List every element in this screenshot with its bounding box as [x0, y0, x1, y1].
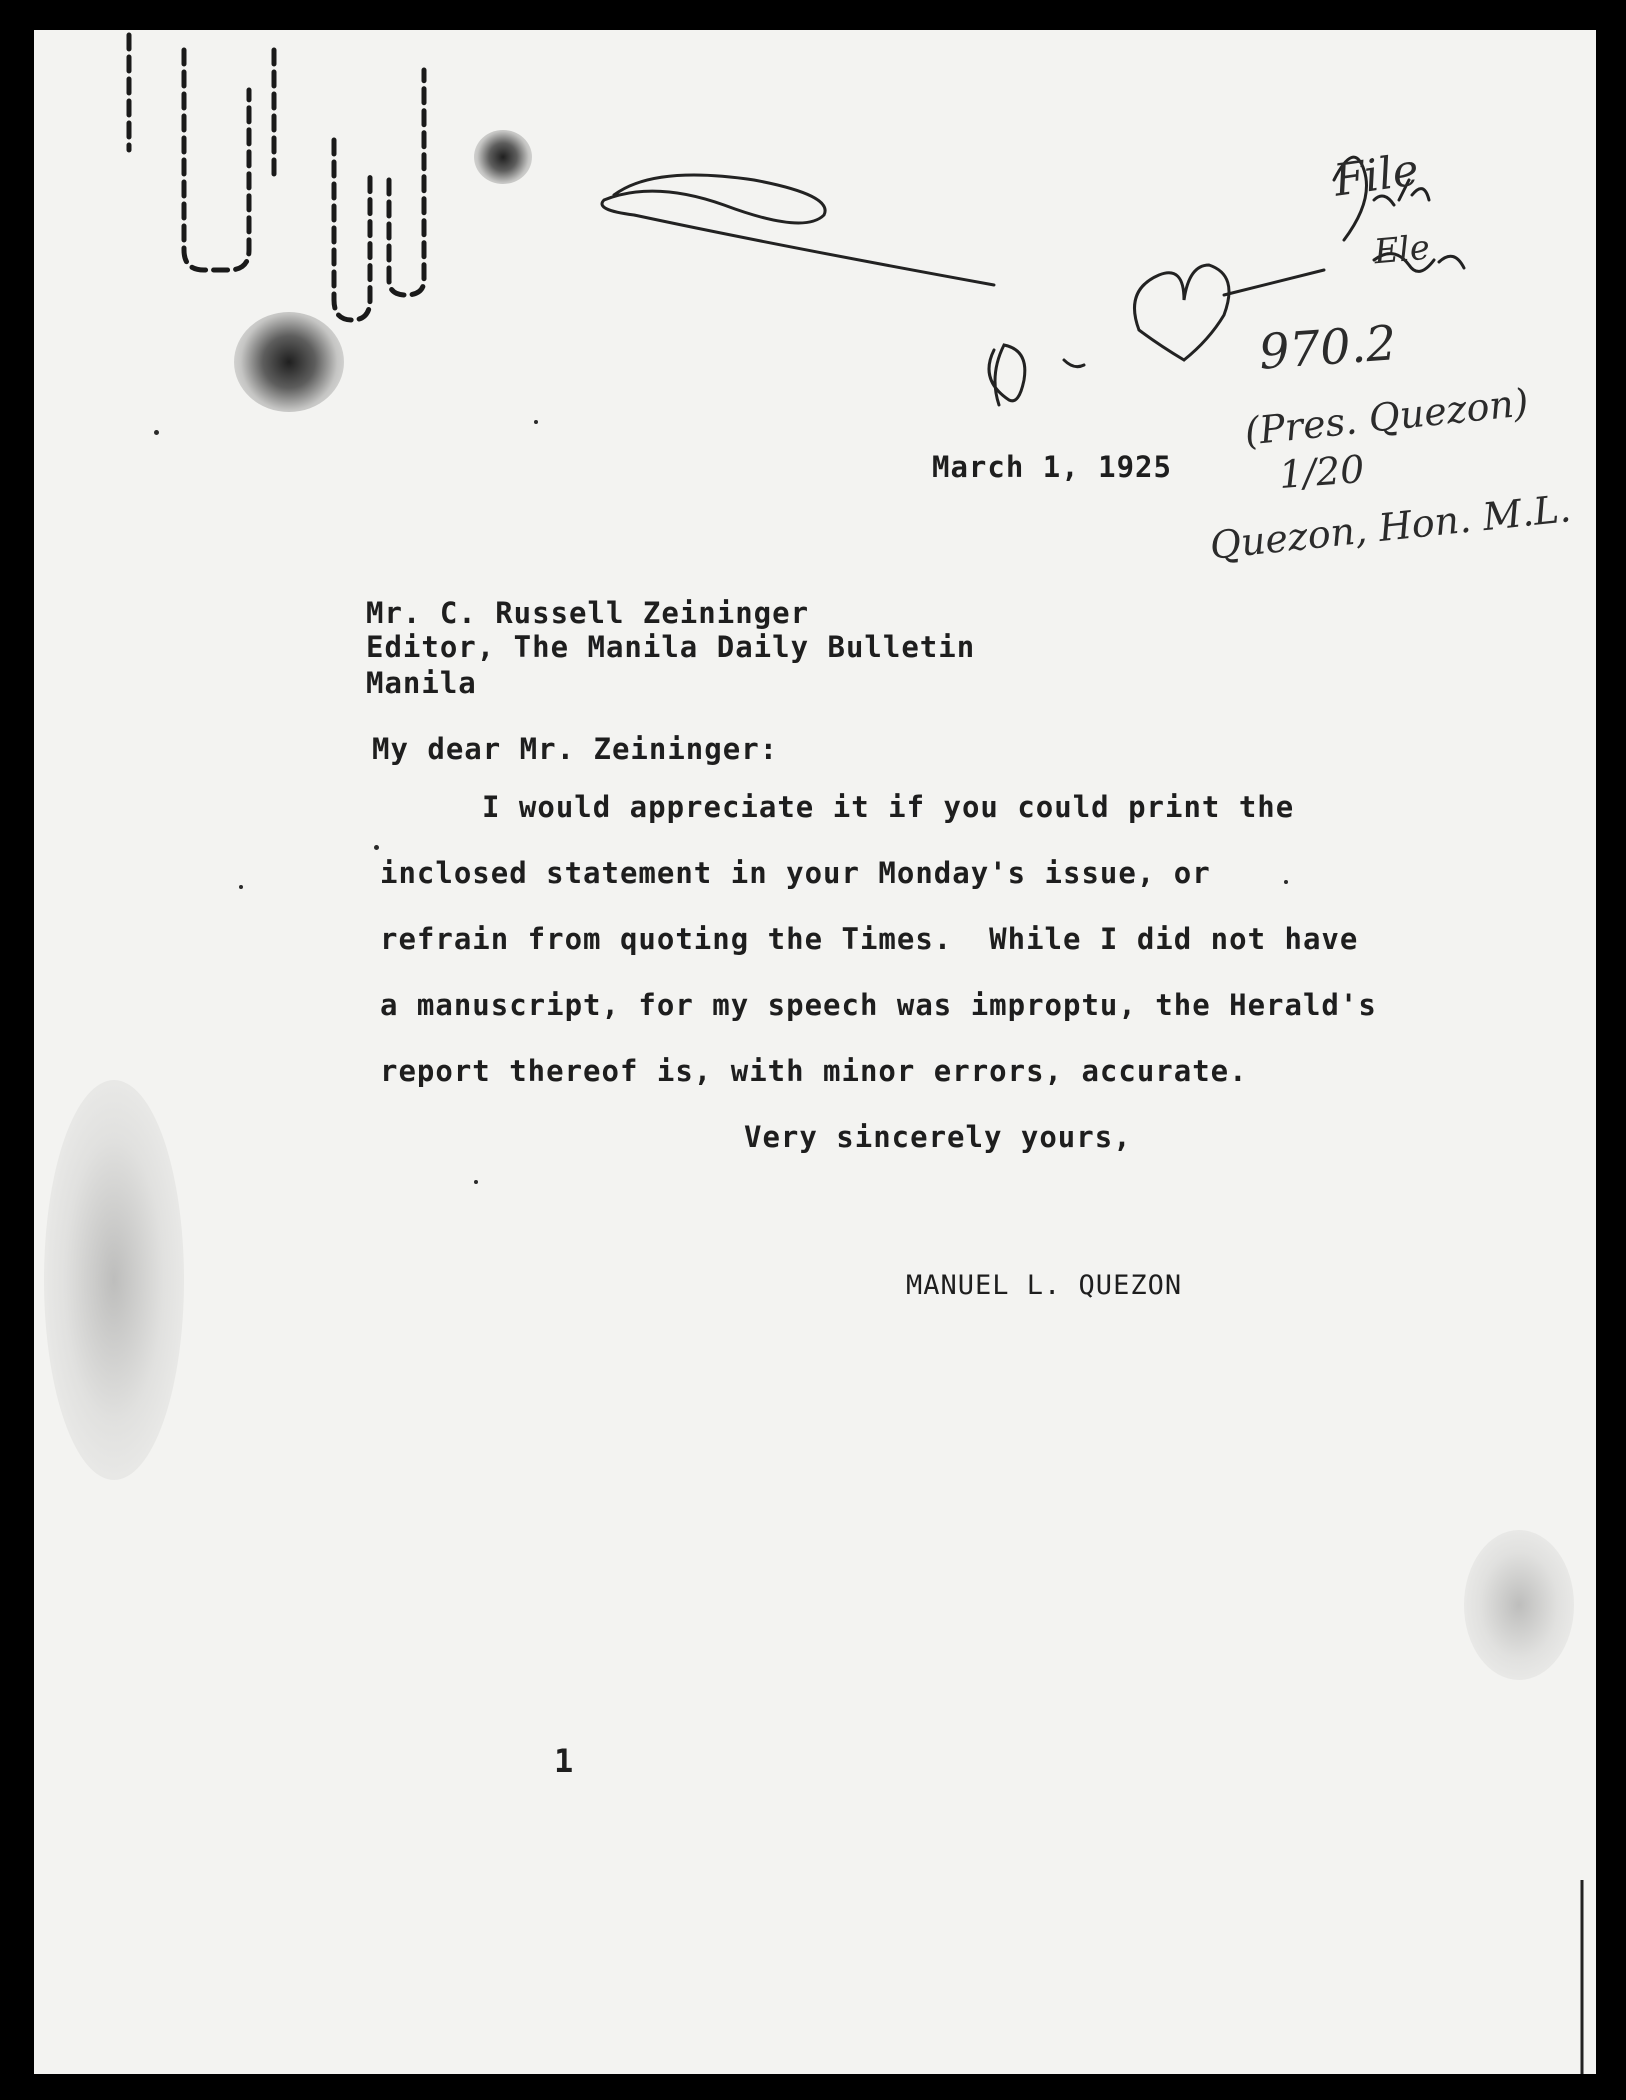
smudge-left: [44, 1080, 184, 1480]
closing: Very sincerely yours,: [744, 1120, 1132, 1154]
file-line-2: 1/20: [1277, 447, 1366, 497]
letter-date: March 1, 1925: [932, 450, 1172, 484]
ink-blot-small: [474, 130, 532, 184]
speck: [239, 885, 243, 889]
file-note-2: Ele: [1372, 227, 1432, 273]
smudge-right: [1464, 1530, 1574, 1680]
speck: [1284, 880, 1288, 884]
speck: [154, 430, 159, 435]
body-line-5: report thereof is, with minor errors, accurate.: [380, 1054, 1248, 1088]
speck: [534, 420, 538, 424]
page-mark: 1: [554, 1742, 575, 1780]
body-line-3: refrain from quoting the Times. While I did not have: [380, 922, 1359, 956]
letter-page: [34, 30, 1596, 2074]
signature-block: MANUEL L. QUEZON: [906, 1270, 1183, 1301]
recipient-title: Editor, The Manila Daily Bulletin: [366, 630, 976, 664]
file-number: 970.2: [1257, 315, 1399, 381]
speck: [474, 1180, 478, 1184]
recipient-city: Manila: [366, 666, 477, 700]
ink-blot-large: [234, 312, 344, 412]
body-line-1: I would appreciate it if you could print the: [482, 790, 1295, 824]
file-line-1: (Pres. Quezon): [1242, 380, 1531, 454]
body-line-4: a manuscript, for my speech was improptu, the Herald's: [380, 988, 1377, 1022]
salutation: My dear Mr. Zeininger:: [372, 732, 779, 766]
body-line-2: inclosed statement in your Monday's issue, or: [380, 856, 1211, 890]
recipient-name: Mr. C. Russell Zeininger: [366, 596, 810, 630]
file-line-3: Quezon, Hon. M.L.: [1207, 486, 1573, 568]
file-note-1: File: [1330, 144, 1422, 207]
speck: [374, 845, 379, 850]
